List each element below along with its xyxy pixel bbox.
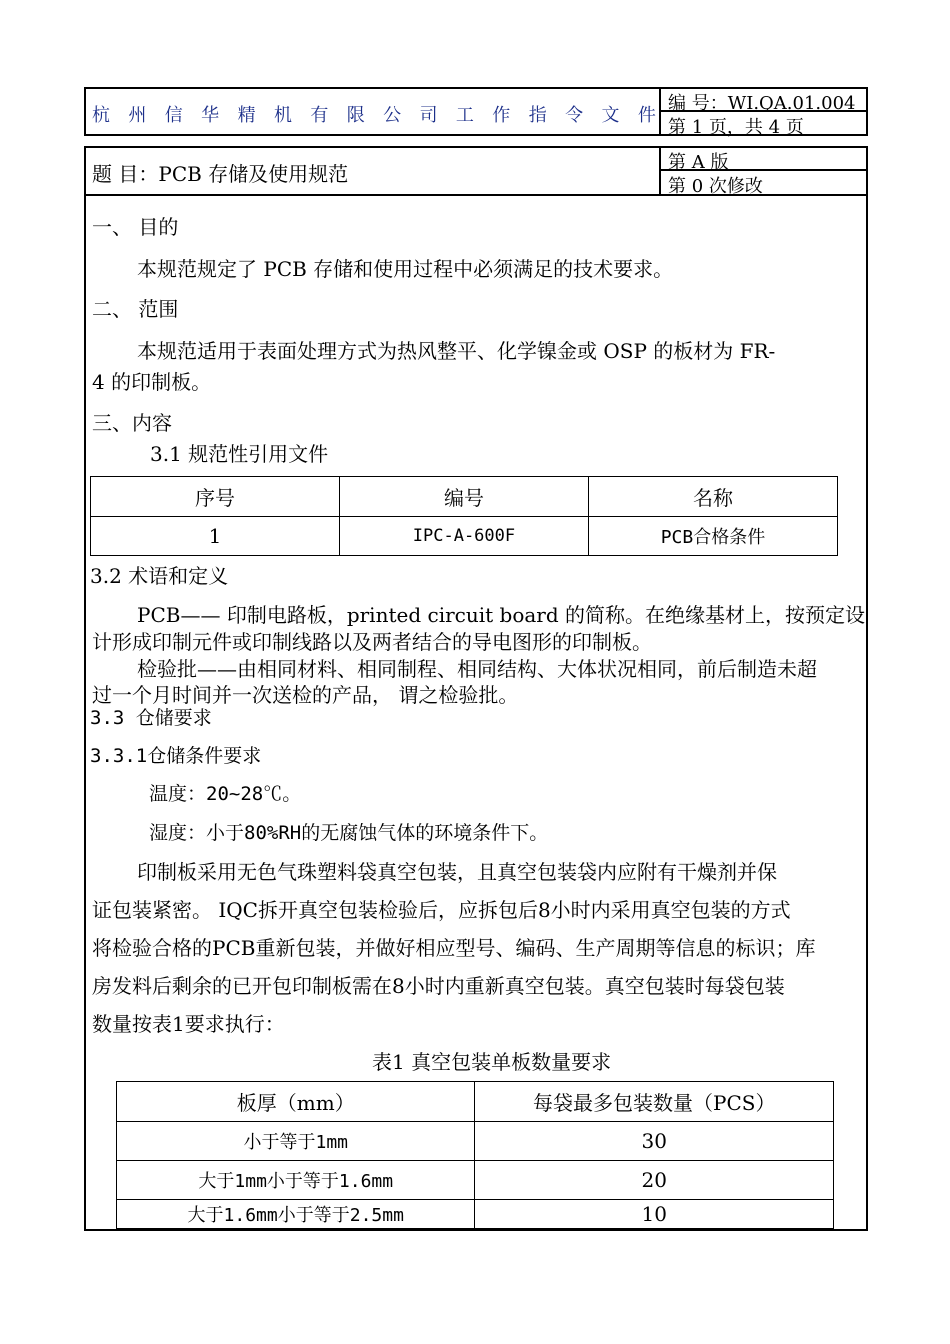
company-char: 件 (637, 105, 656, 126)
section-2-text-line2: 4 的印制板。 (92, 370, 212, 394)
lot-definition-line1: 检验批——由相同材料、相同制程、相同结构、大体状况相同，前后制造未超 (137, 657, 817, 681)
company-char: 杭 (92, 105, 110, 126)
ref-cell-seq: 1 (91, 517, 340, 556)
table-1-caption: 表1 真空包装单板数量要求 (372, 1050, 612, 1074)
ref-header-seq: 序号 (91, 477, 340, 517)
pack-row-3-thickness: 大于1.6mm小于等于2.5mm (117, 1200, 475, 1229)
pack-row-2-quantity: 20 (475, 1161, 834, 1200)
pack-header-quantity: 每袋最多包装数量（PCS） (475, 1082, 834, 1122)
revision: 第 0 次修改 (668, 176, 763, 197)
pcb-definition-line2: 计形成印制元件或印制线路以及两者结合的导电图形的印制板。 (92, 630, 652, 654)
company-char: 有 (310, 105, 329, 126)
lot-definition-line2: 过一个月时间并一次送检的产品， 谓之检验批。 (92, 683, 519, 707)
packaging-line3: 将检验合格的PCB重新包装，并做好相应型号、编码、生产周期等信息的标识；库 (92, 936, 816, 960)
company-char: 作 (492, 105, 511, 126)
header-left-border (84, 87, 86, 135)
company-name (92, 101, 656, 127)
page-left-border (84, 146, 86, 1231)
section-3-2-heading: 3.2 术语和定义 (90, 564, 229, 588)
company-char: 公 (383, 105, 402, 126)
packaging-line1: 印制板采用无色气珠塑料袋真空包装，且真空包装袋内应附有干燥剂并保 (137, 860, 777, 884)
page-right-border (866, 146, 868, 1231)
packaging-line4: 房发料后剩余的已开包印制板需在8小时内重新真空包装。真空包装时每袋包装 (92, 974, 785, 998)
company-char: 信 (164, 105, 183, 126)
company-char: 州 (128, 105, 147, 126)
ref-header-name: 名称 (588, 477, 837, 517)
ref-cell-code: IPC-A-600F (339, 517, 588, 556)
section-3-3-1-heading: 3.3.1仓储条件要求 (90, 745, 262, 767)
company-char: 工 (455, 105, 474, 126)
pack-row-1-quantity: 30 (475, 1122, 834, 1161)
humidity-requirement: 湿度：小于80%RH的无腐蚀气体的环境条件下。 (149, 822, 549, 844)
company-char: 令 (565, 105, 584, 126)
ref-cell-name: PCB合格条件 (588, 517, 837, 556)
company-char: 华 (201, 105, 220, 126)
section-2-heading: 二、 范围 (92, 297, 179, 321)
packaging-line2: 证包装紧密。 IQC拆开真空包装检验后，应拆包后8小时内采用真空包装的方式 (92, 898, 791, 922)
section-3-3-heading: 3.3 仓储要求 (90, 707, 212, 729)
section-3-heading: 三、内容 (92, 411, 172, 435)
doc-title: 题 目：PCB 存储及使用规范 (92, 162, 349, 186)
ref-header-code: 编号 (339, 477, 588, 517)
section-3-1-heading: 3.1 规范性引用文件 (150, 442, 329, 466)
pcb-definition-line1: PCB—— 印制电路板，printed circuit board 的简称。在绝缘基材上，按预定设 (137, 603, 866, 627)
packaging-line5: 数量按表1要求执行： (92, 1012, 285, 1036)
version: 第 A 版 (668, 152, 729, 173)
company-char: 精 (237, 105, 256, 126)
temperature-requirement: 温度：20~28℃。 (149, 783, 302, 805)
reference-table (90, 476, 838, 556)
company-char: 限 (346, 105, 365, 126)
page-info: 第 1 页，共 4 页 (668, 117, 804, 138)
title-top-border (84, 146, 866, 148)
pack-row-3-quantity: 10 (475, 1200, 834, 1229)
section-1-heading: 一、 目的 (92, 215, 179, 239)
section-2-text-line1: 本规范适用于表面处理方式为热风整平、化学镍金或 OSP 的板材为 FR- (137, 339, 776, 363)
packaging-quantity-table (116, 1081, 834, 1229)
page-bottom-border (84, 1229, 868, 1231)
company-char: 司 (419, 105, 438, 126)
doc-number: 编 号：WI.QA.01.004 (668, 93, 856, 114)
section-1-text: 本规范规定了 PCB 存储和使用过程中必须满足的技术要求。 (137, 257, 674, 281)
pack-header-thickness: 板厚（mm） (117, 1082, 475, 1122)
company-char: 指 (528, 105, 547, 126)
pack-row-2-thickness: 大于1mm小于等于1.6mm (117, 1161, 475, 1200)
company-char: 机 (273, 105, 292, 126)
pack-row-1-thickness: 小于等于1mm (117, 1122, 475, 1161)
company-char: 文 (601, 105, 620, 126)
